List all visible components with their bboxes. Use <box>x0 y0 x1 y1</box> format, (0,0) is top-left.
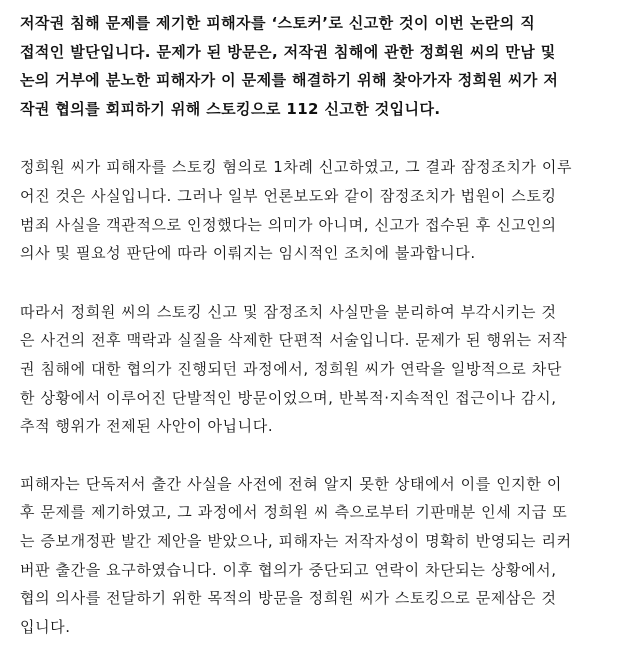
text-line: 는 증보개정판 발간 제안을 받았으나, 피해자는 저작자성이 명확히 반영되는 리커 <box>20 531 572 550</box>
text-line: 작권 협의를 회피하기 위해 스토킹으로 112 신고한 것입니다. <box>20 99 441 118</box>
text-line: 한 상황에서 이루어진 단발적인 방문이었으며, 반복적·지속적인 접근이나 감시, <box>20 388 557 407</box>
body-paragraph <box>20 298 626 441</box>
text-line: 은 사건의 전후 맥락과 실질을 삭제한 단편적 서술입니다. 문제가 된 행위는 저작 <box>20 331 568 350</box>
text-line: 정희원 씨가 피해자를 스토킹 혐의로 1차례 신고하였고, 그 결과 잠정조치가 이루 <box>20 158 573 177</box>
text-line: 접적인 발단입니다. 문제가 된 방문은, 저작권 침해에 관한 정희원 씨의 만남 및 <box>20 42 556 61</box>
body-paragraph <box>20 470 626 642</box>
text-line: 협의 의사를 전달하기 위한 목적의 방문을 정희원 씨가 스토킹으로 문제삼은 것 <box>20 589 557 608</box>
text-line: 따라서 정희원 씨의 스토킹 신고 및 잠정조치 사실만을 분리하여 부각시키는 것 <box>20 302 557 321</box>
text-line: 후 문제를 제기하였고, 그 과정에서 정희원 씨 측으로부터 기판매분 인세 지급 또 <box>20 503 568 522</box>
lead-paragraph <box>20 9 626 123</box>
text-line: 범죄 사실을 객관적으로 인정했다는 의미가 아니며, 신고가 접수된 후 신고인의 <box>20 215 557 234</box>
text-line: 논의 거부에 분노한 피해자가 이 문제를 해결하기 위해 찾아가자 정희원 씨가 저 <box>20 71 559 90</box>
text-line: 의사 및 필요성 판단에 따라 이뤄지는 임시적인 조치에 불과합니다. <box>20 244 476 263</box>
text-line: 저작권 침해 문제를 제기한 피해자를 ‘스토커’로 신고한 것이 이번 논란의 직 <box>20 14 536 32</box>
text-line: 피해자는 단독저서 출간 사실을 사전에 전혀 알지 못한 상태에서 이를 인지한 이 <box>20 474 562 493</box>
body-paragraph <box>20 153 626 267</box>
text-line: 추적 행위가 전제된 사안이 아닙니다. <box>20 417 274 436</box>
text-line: 입니다. <box>20 617 71 636</box>
text-line: 권 침해에 대한 협의가 진행되던 과정에서, 정희원 씨가 연락을 일방적으로 차단 <box>20 359 562 378</box>
text-line: 어진 것은 사실입니다. 그러나 일부 언론보도와 같이 잠정조치가 법원이 스토킹 <box>20 186 557 205</box>
text-line: 버판 출간을 요구하였습니다. 이후 협의가 중단되고 연락이 차단되는 상황에서, <box>20 560 557 579</box>
